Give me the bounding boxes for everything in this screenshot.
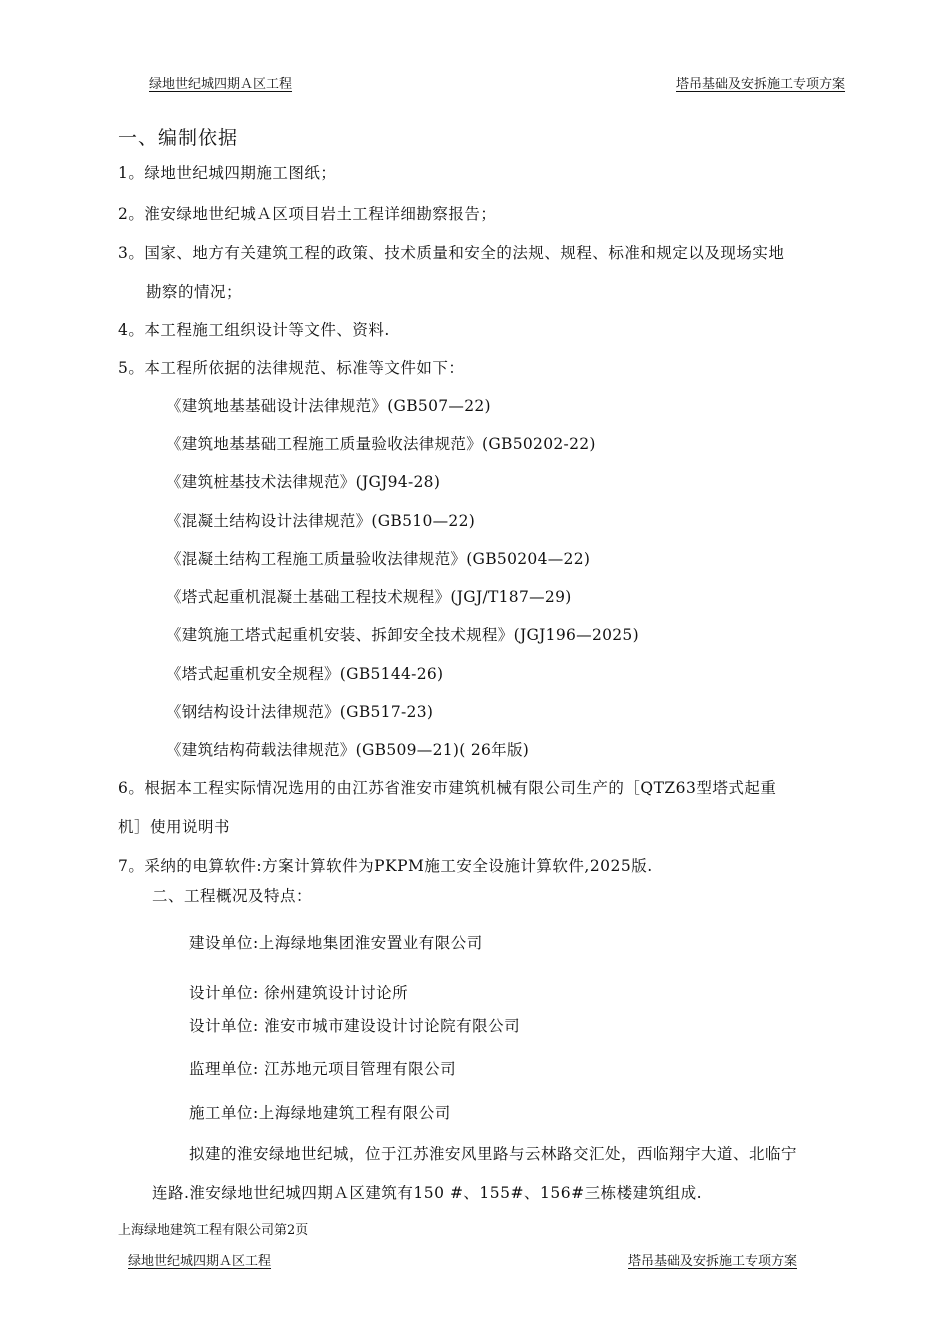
section-title-compilation-basis: 一、编制依据 <box>118 127 239 149</box>
unit-design-1: 设计单位: 徐州建筑设计讨论所 <box>189 984 409 1002</box>
basis-item-2: 2。淮安绿地世纪城Ａ区项目岩土工程详细勘察报告； <box>118 205 497 223</box>
footer-page-note: 上海绿地建筑工程有限公司第2页 <box>118 1223 309 1238</box>
standard-item: 《钢结构设计法律规范》(GB517-23) <box>166 703 434 721</box>
unit-contractor: 施工单位:上海绿地建筑工程有限公司 <box>189 1104 451 1122</box>
next-header-project-name: 绿地世纪城四期Ａ区工程 <box>128 1254 272 1269</box>
basis-item-3: 3。国家、地方有关建筑工程的政策、技术质量和安全的法规、规程、标准和规定以及现场实地 <box>118 244 785 262</box>
basis-item-6: 6。根据本工程实际情况选用的由江苏省淮安市建筑机械有限公司生产的［QTZ63型塔式起重 <box>118 779 777 797</box>
header-doc-title: 塔吊基础及安拆施工专项方案 <box>676 77 846 92</box>
basis-item-3-cont: 勘察的情况； <box>146 283 243 301</box>
next-header-doc-title: 塔吊基础及安拆施工专项方案 <box>628 1254 798 1269</box>
overview-paragraph-cont: 连路.淮安绿地世纪城四期Ａ区建筑有150 #、155#、156#三栋楼建筑组成. <box>152 1184 702 1202</box>
standard-item: 《混凝土结构设计法律规范》(GB510—22) <box>166 512 476 530</box>
standard-item: 《塔式起重机混凝土基础工程技术规程》(JGJ/T187—29) <box>166 588 572 606</box>
unit-supervision: 监理单位: 江苏地元项目管理有限公司 <box>189 1060 457 1078</box>
standard-item: 《建筑地基基础工程施工质量验收法律规范》(GB50202-22) <box>166 435 596 453</box>
overview-paragraph: 拟建的淮安绿地世纪城，位于江苏淮安风里路与云林路交汇处，西临翔宇大道、北临宁 <box>189 1145 798 1163</box>
basis-item-6-cont: 机］使用说明书 <box>118 818 231 836</box>
standard-item: 《塔式起重机安全规程》(GB5144-26) <box>166 665 444 683</box>
standard-item: 《建筑结构荷载法律规范》(GB509—21)( 26年版) <box>166 741 530 759</box>
basis-item-1: 1。绿地世纪城四期施工图纸； <box>118 164 337 182</box>
section-title-project-overview: 二、工程概况及特点： <box>152 887 313 905</box>
header-project-name: 绿地世纪城四期Ａ区工程 <box>149 77 293 92</box>
basis-item-7: 7。采纳的电算软件:方案计算软件为PKPM施工安全设施计算软件,2025版. <box>118 857 653 875</box>
standard-item: 《建筑地基基础设计法律规范》(GB507—22) <box>166 397 491 415</box>
basis-item-4: 4。本工程施工组织设计等文件、资料. <box>118 321 390 339</box>
unit-construction-owner: 建设单位:上海绿地集团淮安置业有限公司 <box>189 934 483 952</box>
basis-item-5: 5。本工程所依据的法律规范、标准等文件如下： <box>118 359 465 377</box>
unit-design-2: 设计单位: 淮安市城市建设设计讨论院有限公司 <box>189 1017 521 1035</box>
standard-item: 《混凝土结构工程施工质量验收法律规范》(GB50204—22) <box>166 550 591 568</box>
standard-item: 《建筑桩基技术法律规范》(JGJ94-28) <box>166 473 441 491</box>
standard-item: 《建筑施工塔式起重机安装、拆卸安全技术规程》(JGJ196—2025) <box>166 626 639 644</box>
